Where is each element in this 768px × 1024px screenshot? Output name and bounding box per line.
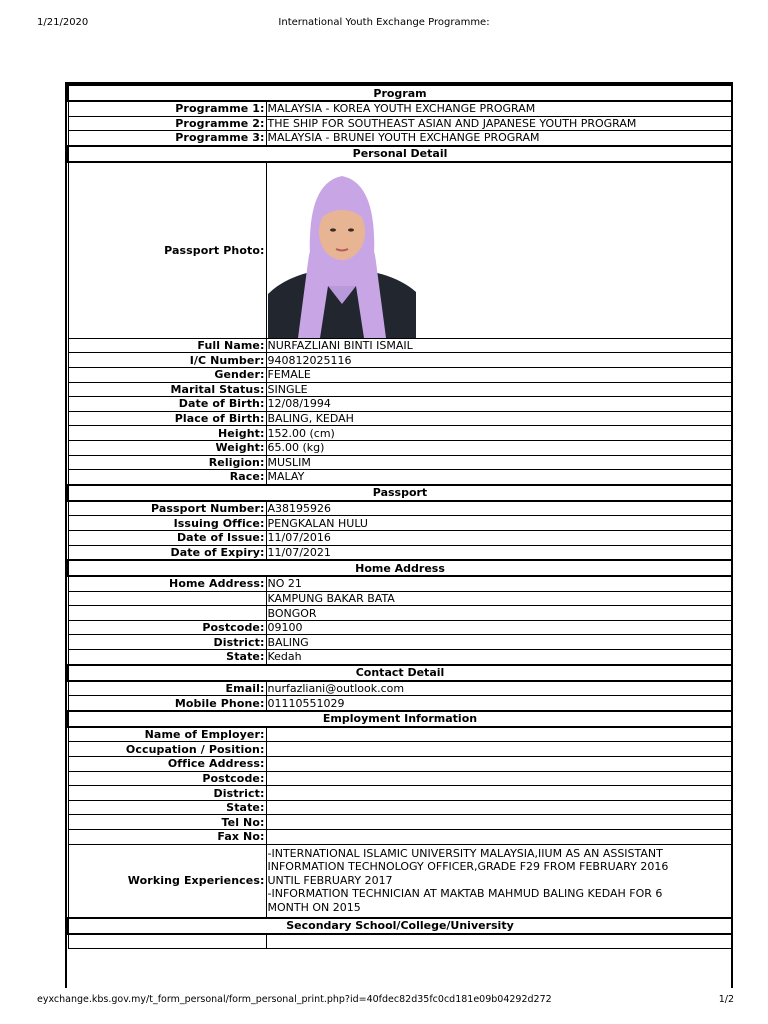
working-experience-line: MONTH ON 2015	[267, 900, 361, 914]
field-row-programme-3	[68, 131, 732, 146]
field-label: Postcode:	[68, 620, 266, 635]
field-label: Date of Issue:	[68, 530, 266, 545]
field-row-programme-1	[68, 101, 732, 116]
field-value: 01110551029	[266, 696, 732, 711]
field-row-place-of-birth	[68, 411, 732, 426]
field-row-name-of-employer	[68, 727, 732, 742]
field-label: Name of Employer:	[68, 727, 266, 742]
field-row-home-address-3	[68, 606, 732, 621]
field-value	[266, 757, 732, 772]
field-label: Home Address:	[68, 576, 266, 591]
print-header	[0, 17, 768, 31]
field-row-religion	[68, 455, 732, 470]
working-experience-line: INFORMATION TECHNOLOGY OFFICER,GRADE F29 FROM FEBRUARY 2016	[267, 860, 669, 874]
field-label: Programme 2:	[68, 116, 266, 131]
field-label: Religion:	[68, 455, 266, 470]
field-row-passport-photo	[68, 162, 732, 339]
section-program	[68, 85, 732, 101]
field-label-empty	[68, 606, 266, 621]
field-value: MALAYSIA - BRUNEI YOUTH EXCHANGE PROGRAM	[266, 131, 732, 146]
field-value: FEMALE	[266, 367, 732, 382]
field-row-state	[68, 650, 732, 665]
section-heading: Employment Information	[68, 711, 732, 727]
section-education	[68, 918, 732, 934]
field-value: 12/08/1994	[266, 397, 732, 412]
field-value: MALAY	[266, 470, 732, 485]
section-home-address	[68, 560, 732, 576]
field-label: Passport Photo:	[68, 162, 266, 339]
section-heading: Secondary School/College/University	[68, 918, 732, 934]
field-row-occupation	[68, 742, 732, 757]
continuation-cell	[266, 934, 732, 949]
field-value: 65.00 (kg)	[266, 440, 732, 455]
field-label: Height:	[68, 426, 266, 441]
field-row-programme-2	[68, 116, 732, 131]
field-label: Occupation / Position:	[68, 742, 266, 757]
field-value	[266, 830, 732, 845]
field-label: Gender:	[68, 367, 266, 382]
passport-photo	[268, 166, 416, 338]
section-contact-detail	[68, 665, 732, 681]
field-value: nurfazliani@outlook.com	[266, 681, 732, 696]
working-experiences-value	[266, 844, 732, 917]
field-value: 152.00 (cm)	[266, 426, 732, 441]
field-row-passport-number	[68, 501, 732, 516]
field-value: KAMPUNG BAKAR BATA	[266, 591, 732, 606]
field-row-marital-status	[68, 382, 732, 397]
field-row-district	[68, 635, 732, 650]
section-employment-information	[68, 711, 732, 727]
field-label: Programme 3:	[68, 131, 266, 146]
section-heading: Passport	[68, 485, 732, 501]
field-value: 940812025116	[266, 353, 732, 368]
field-label: Issuing Office:	[68, 516, 266, 531]
field-value: 09100	[266, 620, 732, 635]
field-label: I/C Number:	[68, 353, 266, 368]
field-value	[266, 771, 732, 786]
field-value: PENGKALAN HULU	[266, 516, 732, 531]
continuation-row	[68, 934, 732, 949]
field-label: State:	[68, 800, 266, 815]
field-label: Date of Expiry:	[68, 545, 266, 560]
field-row-home-address-1	[68, 576, 732, 591]
field-value: NO 21	[266, 576, 732, 591]
field-value: Kedah	[266, 650, 732, 665]
field-row-height	[68, 426, 732, 441]
section-heading: Program	[68, 85, 732, 101]
passport-photo-cell	[266, 162, 732, 339]
field-row-race	[68, 470, 732, 485]
field-row-office-address	[68, 757, 732, 772]
field-label: Passport Number:	[68, 501, 266, 516]
field-label: District:	[68, 786, 266, 801]
field-row-postcode	[68, 620, 732, 635]
field-row-date-of-birth	[68, 397, 732, 412]
field-value	[266, 727, 732, 742]
field-value: MUSLIM	[266, 455, 732, 470]
field-label: Full Name:	[68, 338, 266, 353]
field-row-email	[68, 681, 732, 696]
field-row-weight	[68, 440, 732, 455]
field-row-tel-no	[68, 815, 732, 830]
field-label: Date of Birth:	[68, 397, 266, 412]
field-value: SINGLE	[266, 382, 732, 397]
section-personal-detail	[68, 146, 732, 162]
section-heading: Personal Detail	[68, 146, 732, 162]
field-value	[266, 800, 732, 815]
field-value: A38195926	[266, 501, 732, 516]
print-url: eyxchange.kbs.gov.my/t_form_personal/form_personal_print.php?id=40fdec82d35fc0cd181e09b04292d272	[37, 994, 552, 1005]
field-row-office-district	[68, 786, 732, 801]
form-table	[67, 84, 733, 949]
field-value: NURFAZLIANI BINTI ISMAIL	[266, 338, 732, 353]
field-row-home-address-2	[68, 591, 732, 606]
field-row-office-state	[68, 800, 732, 815]
field-row-working-experiences	[68, 844, 732, 917]
field-row-gender	[68, 367, 732, 382]
field-value: MALAYSIA - KOREA YOUTH EXCHANGE PROGRAM	[266, 101, 732, 116]
field-row-full-name	[68, 338, 732, 353]
working-experience-line: -INFORMATION TECHNICIAN AT MAKTAB MAHMUD BALING KEDAH FOR 6	[267, 887, 663, 901]
field-value	[266, 786, 732, 801]
field-value: 11/07/2021	[266, 545, 732, 560]
field-value: BALING, KEDAH	[266, 411, 732, 426]
field-label: Office Address:	[68, 757, 266, 772]
continuation-cell	[68, 934, 266, 949]
print-date: 1/21/2020	[37, 17, 89, 28]
field-label: District:	[68, 635, 266, 650]
field-row-date-of-expiry	[68, 545, 732, 560]
application-form	[65, 82, 733, 988]
print-title: International Youth Exchange Programme:	[278, 17, 490, 28]
page-number: 1/2	[718, 994, 734, 1005]
field-value	[266, 742, 732, 757]
field-label: Fax No:	[68, 830, 266, 845]
field-label: Marital Status:	[68, 382, 266, 397]
field-label-empty	[68, 591, 266, 606]
field-label: Place of Birth:	[68, 411, 266, 426]
field-value: 11/07/2016	[266, 530, 732, 545]
field-label: Mobile Phone:	[68, 696, 266, 711]
working-experience-line: UNTIL FEBRUARY 2017	[267, 873, 393, 887]
field-label: Race:	[68, 470, 266, 485]
field-value	[266, 815, 732, 830]
field-label: Email:	[68, 681, 266, 696]
field-row-mobile-phone	[68, 696, 732, 711]
field-label: State:	[68, 650, 266, 665]
field-label: Programme 1:	[68, 101, 266, 116]
field-row-date-of-issue	[68, 530, 732, 545]
field-label: Working Experiences:	[68, 844, 266, 917]
field-row-ic-number	[68, 353, 732, 368]
field-row-office-postcode	[68, 771, 732, 786]
section-heading: Contact Detail	[68, 665, 732, 681]
field-value: BALING	[266, 635, 732, 650]
field-label: Postcode:	[68, 771, 266, 786]
section-heading: Home Address	[68, 560, 732, 576]
field-label: Weight:	[68, 440, 266, 455]
working-experience-line: -INTERNATIONAL ISLAMIC UNIVERSITY MALAYSIA,IIUM AS AN ASSISTANT	[267, 846, 663, 860]
section-passport	[68, 485, 732, 501]
field-value: THE SHIP FOR SOUTHEAST ASIAN AND JAPANESE YOUTH PROGRAM	[266, 116, 732, 131]
field-label: Tel No:	[68, 815, 266, 830]
field-row-fax-no	[68, 830, 732, 845]
field-value: BONGOR	[266, 606, 732, 621]
field-row-issuing-office	[68, 516, 732, 531]
